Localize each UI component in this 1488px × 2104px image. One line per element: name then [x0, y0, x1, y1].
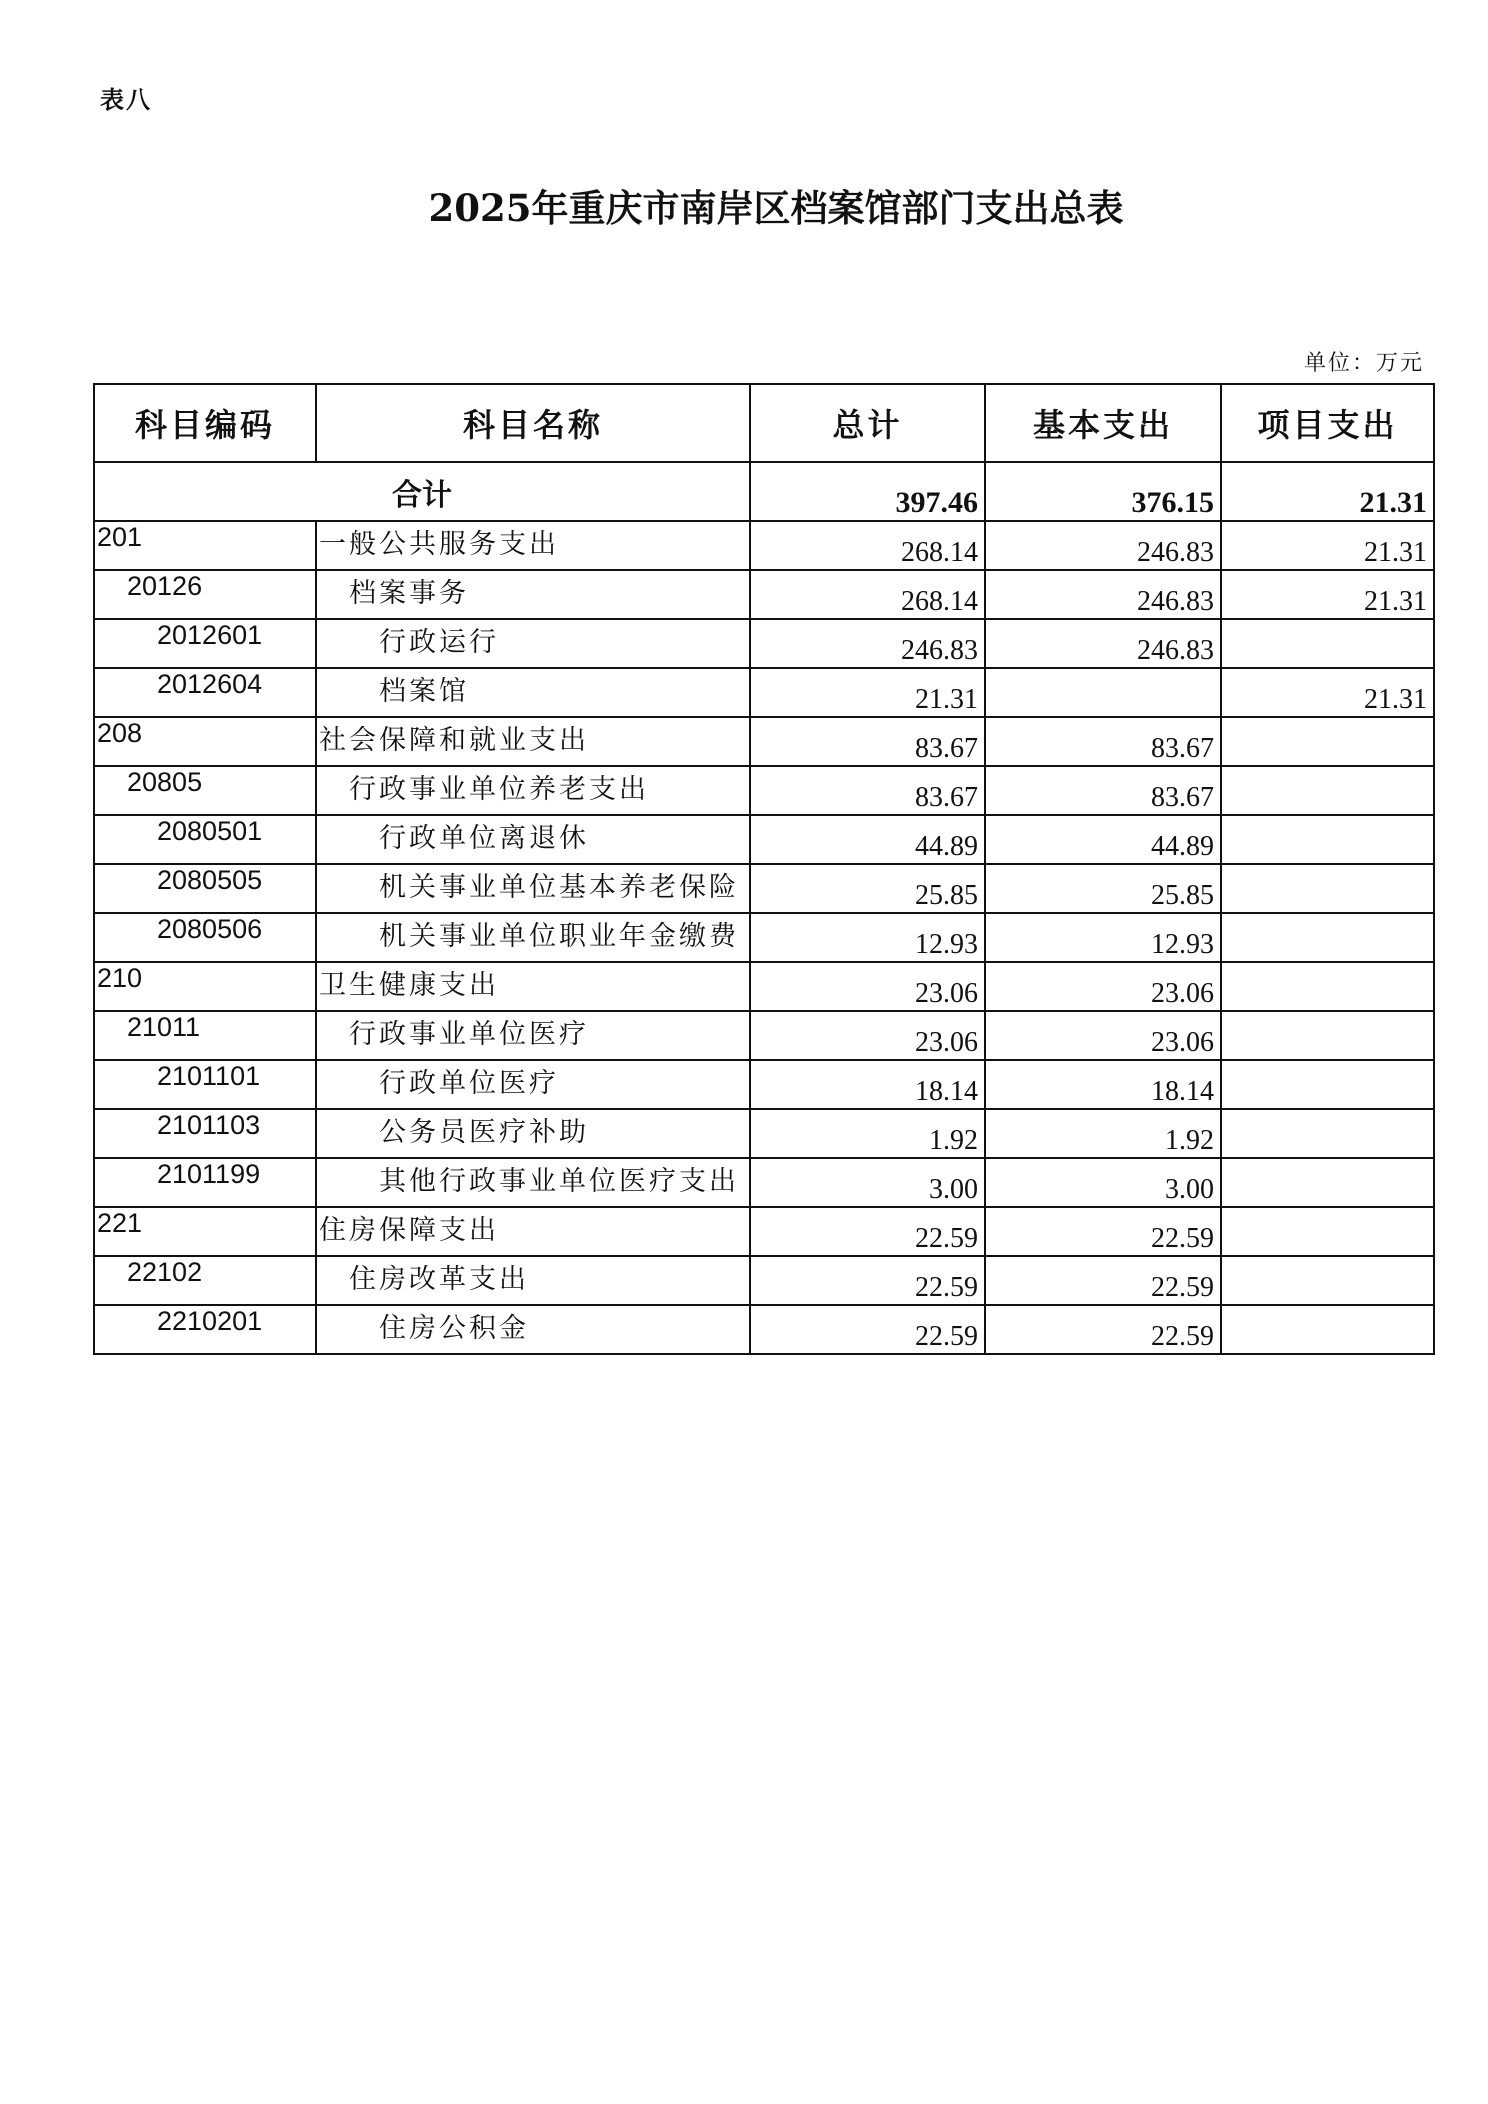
cell-project [1221, 962, 1434, 1011]
cell-project [1221, 1158, 1434, 1207]
cell-code: 2080501 [94, 815, 316, 864]
cell-project [1221, 864, 1434, 913]
total-sum: 397.46 [750, 462, 985, 521]
table-row [94, 619, 1434, 668]
cell-total: 25.85 [750, 864, 985, 913]
table-row [94, 815, 1434, 864]
table-row [94, 668, 1434, 717]
cell-name: 行政事业单位养老支出 [316, 766, 750, 815]
total-basic: 376.15 [985, 462, 1221, 521]
header-row [94, 384, 1434, 462]
cell-basic: 22.59 [985, 1207, 1221, 1256]
cell-name: 行政事业单位医疗 [316, 1011, 750, 1060]
cell-basic [985, 668, 1221, 717]
cell-code: 2101103 [94, 1109, 316, 1158]
cell-project [1221, 1011, 1434, 1060]
cell-basic: 22.59 [985, 1305, 1221, 1354]
cell-name: 住房公积金 [316, 1305, 750, 1354]
table-row [94, 717, 1434, 766]
cell-code: 21011 [94, 1011, 316, 1060]
cell-name: 其他行政事业单位医疗支出 [316, 1158, 750, 1207]
cell-name: 机关事业单位职业年金缴费 [316, 913, 750, 962]
cell-basic: 246.83 [985, 619, 1221, 668]
cell-total: 21.31 [750, 668, 985, 717]
cell-name: 公务员医疗补助 [316, 1109, 750, 1158]
expenditure-table [93, 383, 1435, 1355]
cell-code: 2080505 [94, 864, 316, 913]
cell-project: 21.31 [1221, 668, 1434, 717]
table-row [94, 864, 1434, 913]
table-row [94, 1305, 1434, 1354]
cell-code: 2101101 [94, 1060, 316, 1109]
cell-basic: 246.83 [985, 570, 1221, 619]
table-row [94, 1011, 1434, 1060]
cell-total: 22.59 [750, 1207, 985, 1256]
cell-total: 44.89 [750, 815, 985, 864]
cell-project [1221, 1207, 1434, 1256]
unit-label: 单位：万元 [1303, 351, 1424, 376]
cell-total: 22.59 [750, 1256, 985, 1305]
cell-name: 行政单位离退休 [316, 815, 750, 864]
cell-code: 2210201 [94, 1305, 316, 1354]
cell-name: 住房改革支出 [316, 1256, 750, 1305]
header-basic: 基本支出 [985, 384, 1221, 462]
cell-code: 22102 [94, 1256, 316, 1305]
cell-basic: 23.06 [985, 1011, 1221, 1060]
cell-basic: 1.92 [985, 1109, 1221, 1158]
cell-name: 档案事务 [316, 570, 750, 619]
cell-basic: 83.67 [985, 766, 1221, 815]
cell-name: 行政运行 [316, 619, 750, 668]
cell-basic: 246.83 [985, 521, 1221, 570]
cell-name: 档案馆 [316, 668, 750, 717]
cell-basic: 18.14 [985, 1060, 1221, 1109]
cell-project [1221, 1109, 1434, 1158]
cell-code: 201 [94, 521, 316, 570]
cell-project [1221, 766, 1434, 815]
total-label: 合计 [94, 462, 750, 521]
header-total: 总计 [750, 384, 985, 462]
cell-code: 210 [94, 962, 316, 1011]
total-row [94, 462, 1434, 521]
cell-code: 2101199 [94, 1158, 316, 1207]
cell-code: 20126 [94, 570, 316, 619]
cell-total: 22.59 [750, 1305, 985, 1354]
cell-code: 2080506 [94, 913, 316, 962]
table-row [94, 962, 1434, 1011]
header-name: 科目名称 [316, 384, 750, 462]
cell-project: 21.31 [1221, 521, 1434, 570]
cell-total: 12.93 [750, 913, 985, 962]
cell-basic: 22.59 [985, 1256, 1221, 1305]
cell-basic: 12.93 [985, 913, 1221, 962]
cell-name: 住房保障支出 [316, 1207, 750, 1256]
cell-code: 20805 [94, 766, 316, 815]
cell-project [1221, 717, 1434, 766]
document-title: 2025年重庆市南岸区档案馆部门支出总表 [428, 186, 1124, 230]
total-project: 21.31 [1221, 462, 1434, 521]
table-row [94, 521, 1434, 570]
header-project: 项目支出 [1221, 384, 1434, 462]
cell-name: 社会保障和就业支出 [316, 717, 750, 766]
cell-total: 23.06 [750, 1011, 985, 1060]
table-row [94, 1256, 1434, 1305]
cell-project [1221, 1060, 1434, 1109]
cell-code: 208 [94, 717, 316, 766]
cell-name: 行政单位医疗 [316, 1060, 750, 1109]
cell-code: 2012604 [94, 668, 316, 717]
cell-name: 机关事业单位基本养老保险 [316, 864, 750, 913]
table-row [94, 766, 1434, 815]
cell-total: 3.00 [750, 1158, 985, 1207]
header-code: 科目编码 [94, 384, 316, 462]
cell-total: 18.14 [750, 1060, 985, 1109]
cell-project [1221, 1305, 1434, 1354]
cell-basic: 25.85 [985, 864, 1221, 913]
table-row [94, 1207, 1434, 1256]
table-row [94, 1158, 1434, 1207]
table-row [94, 570, 1434, 619]
cell-name: 卫生健康支出 [316, 962, 750, 1011]
cell-total: 246.83 [750, 619, 985, 668]
cell-total: 23.06 [750, 962, 985, 1011]
cell-total: 83.67 [750, 717, 985, 766]
table-row [94, 1109, 1434, 1158]
cell-project [1221, 913, 1434, 962]
cell-project [1221, 619, 1434, 668]
table-row [94, 913, 1434, 962]
cell-total: 83.67 [750, 766, 985, 815]
cell-code: 221 [94, 1207, 316, 1256]
cell-basic: 44.89 [985, 815, 1221, 864]
cell-project [1221, 815, 1434, 864]
cell-name: 一般公共服务支出 [316, 521, 750, 570]
cell-project [1221, 1256, 1434, 1305]
cell-total: 268.14 [750, 521, 985, 570]
page-label: 表八 [100, 85, 152, 114]
cell-total: 268.14 [750, 570, 985, 619]
cell-basic: 83.67 [985, 717, 1221, 766]
cell-project: 21.31 [1221, 570, 1434, 619]
table-row [94, 1060, 1434, 1109]
cell-code: 2012601 [94, 619, 316, 668]
cell-basic: 3.00 [985, 1158, 1221, 1207]
cell-basic: 23.06 [985, 962, 1221, 1011]
cell-total: 1.92 [750, 1109, 985, 1158]
